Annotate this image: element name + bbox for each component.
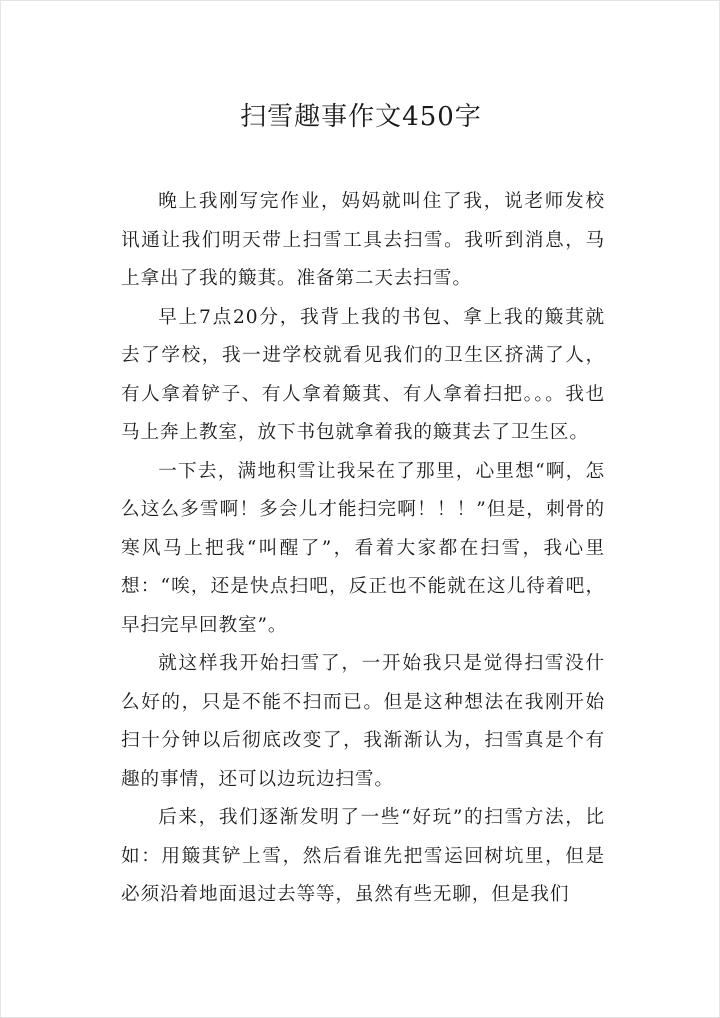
paragraph-5: 后来，我们逐渐发明了一些“好玩”的扫雪方法，比如：用簸萁铲上雪，然后看谁先把雪运回树坑里，但是必须沿着地面退过去等等，虽然有些无聊，但是我们 xyxy=(121,807,605,905)
paragraph-2: 早上7点20分，我背上我的书包、拿上我的簸萁就去了学校，我一进学校就看见我们的卫生区挤满了人，有人拿着铲子、有人拿着簸萁、有人拿着扫把。。。我也马上奔上教室，放下书包就拿着我的簸萁去了卫生区。 xyxy=(121,306,605,443)
paragraph-4: 就这样我开始扫雪了，一开始我只是觉得扫雪没什么好的，只是不能不扫而已。但是这种想法在我刚开始扫十分钟以后彻底改变了，我渐渐认为，扫雪真是个有趣的事情，还可以边玩边扫雪。 xyxy=(121,653,605,790)
paragraph-1: 晚上我刚写完作业，妈妈就叫住了我，说老师发校讯通让我们明天带上扫雪工具去扫雪。我听到消息，马上拿出了我的簸萁。准备第二天去扫雪。 xyxy=(121,191,605,289)
document-body xyxy=(121,183,605,915)
document-title: 扫雪趣事作文450字 xyxy=(240,102,482,132)
paragraph-3: 一下去，满地积雪让我呆在了那里，心里想“啊，怎么这么多雪啊！多会儿才能扫完啊！！！”但是，刺骨的寒风马上把我“叫醒了”，看着大家都在扫雪，我心里想：“唉，还是快点扫吧，反正也不能就在这儿待着吧，早扫完早回教室”。 xyxy=(121,460,605,636)
